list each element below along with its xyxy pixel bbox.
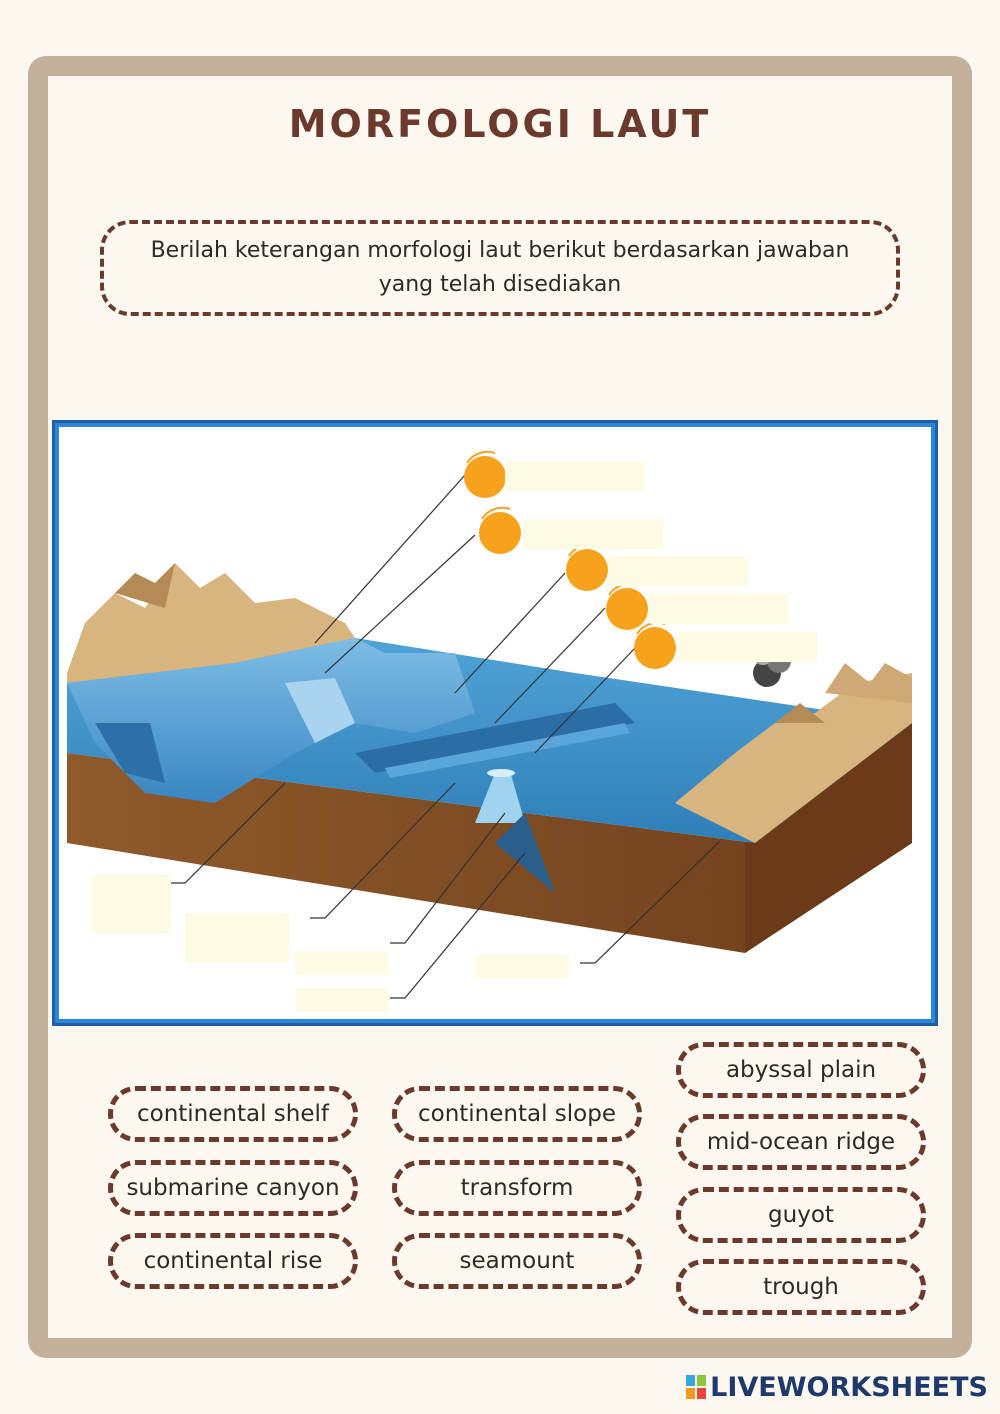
- label-marker[interactable]: [566, 549, 608, 591]
- answer-slot[interactable]: [295, 951, 389, 975]
- answer-slot[interactable]: [677, 632, 817, 662]
- instruction-text: Berilah keterangan morfologi laut berikut berdasarkan jawaban yang telah disediakan: [150, 238, 850, 297]
- answer-chip-submarine-canyon[interactable]: submarine canyon: [108, 1160, 358, 1216]
- answer-slot[interactable]: [609, 556, 749, 586]
- answer-chip-transform[interactable]: transform: [392, 1160, 642, 1216]
- answer-chip-mid-ocean-ridge[interactable]: mid-ocean ridge: [676, 1114, 926, 1170]
- label-marker[interactable]: [464, 456, 506, 498]
- answer-slot[interactable]: [295, 988, 389, 1012]
- answer-chip-continental-rise[interactable]: continental rise: [108, 1233, 358, 1289]
- brand-name: LIVEWORKSHEETS: [710, 1371, 988, 1403]
- answer-slot[interactable]: [185, 913, 289, 963]
- answer-slot[interactable]: [475, 955, 569, 979]
- liveworksheets-icon: [685, 1374, 707, 1400]
- page-title: MORFOLOGI LAUT: [288, 102, 712, 146]
- answer-chip-trough[interactable]: trough: [676, 1259, 926, 1315]
- answer-chip-continental-slope[interactable]: continental slope: [392, 1086, 642, 1142]
- answer-slot[interactable]: [523, 519, 663, 549]
- answer-chip-abyssal-plain[interactable]: abyssal plain: [676, 1042, 926, 1098]
- instruction-box: [100, 220, 900, 316]
- liveworksheets-logo: [685, 1370, 988, 1404]
- answer-slot[interactable]: [91, 875, 171, 933]
- answer-chip-guyot[interactable]: guyot: [676, 1187, 926, 1243]
- label-marker[interactable]: [479, 512, 521, 554]
- answer-chip-continental-shelf[interactable]: continental shelf: [108, 1086, 358, 1142]
- label-marker[interactable]: [606, 588, 648, 630]
- label-marker[interactable]: [634, 627, 676, 669]
- answer-slot[interactable]: [505, 461, 645, 491]
- answer-slot[interactable]: [649, 594, 789, 624]
- ocean-morphology-diagram: [52, 420, 938, 1026]
- answer-chip-seamount[interactable]: seamount: [392, 1233, 642, 1289]
